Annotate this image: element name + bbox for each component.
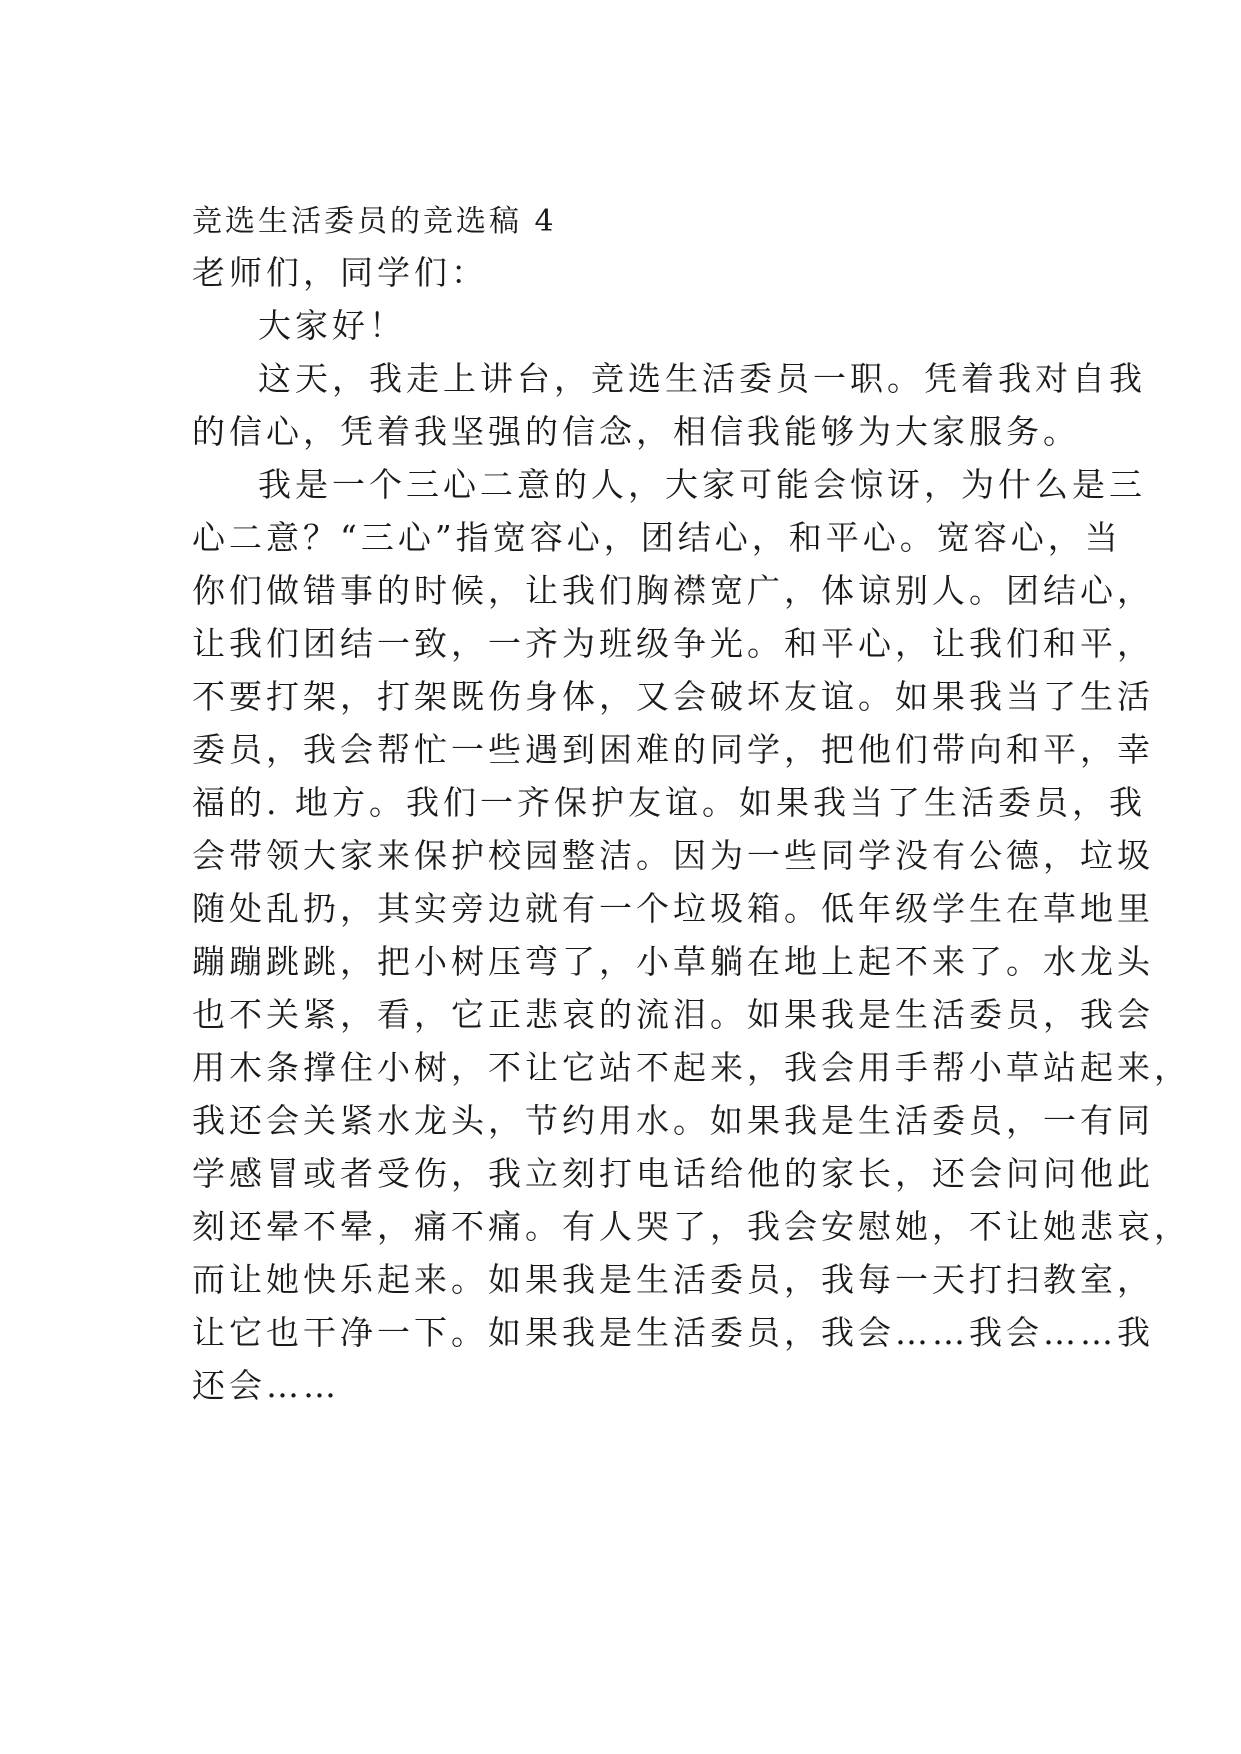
greeting: 大家好！ (258, 306, 406, 345)
salutation: 老师们，同学们： (192, 253, 488, 292)
paragraph2-line: 让我们团结一致，一齐为班级争光。和平心，让我们和平， (192, 624, 1154, 663)
paragraph2-line: 随处乱扔，其实旁边就有一个垃圾箱。低年级学生在草地里 (192, 889, 1154, 928)
paragraph2-line: 福的. 地方。我们一齐保护友谊。如果我当了生活委员，我 (192, 783, 1146, 822)
paragraph2-line: 刻还晕不晕，痛不痛。有人哭了，我会安慰她，不让她悲哀， (192, 1207, 1191, 1246)
paragraph2-line: 也不关紧，看，它正悲哀的流泪。如果我是生活委员，我会 (192, 995, 1154, 1034)
document-title: 竞选生活委员的竞选稿 4 (192, 204, 557, 239)
paragraph2-line: 会带领大家来保护校园整洁。因为一些同学没有公德，垃圾 (192, 836, 1154, 875)
paragraph2-line: 不要打架，打架既伤身体，又会破坏友谊。如果我当了生活 (192, 677, 1154, 716)
paragraph2-line: 心二意？“三心”指宽容心，团结心，和平心。宽容心，当 (192, 518, 1122, 557)
paragraph2-line: 我还会关紧水龙头，节约用水。如果我是生活委员，一有同 (192, 1101, 1154, 1140)
paragraph1-line: 的信心，凭着我坚强的信念，相信我能够为大家服务。 (192, 412, 1080, 451)
paragraph2-line: 而让她快乐起来。如果我是生活委员，我每一天打扫教室， (192, 1260, 1154, 1299)
paragraph2-line: 还会…… (192, 1366, 340, 1405)
paragraph2-line: 我是一个三心二意的人，大家可能会惊讶，为什么是三 (258, 465, 1146, 504)
paragraph2-line: 用木条撑住小树，不让它站不起来，我会用手帮小草站起来， (192, 1048, 1191, 1087)
paragraph1-line: 这天，我走上讲台，竞选生活委员一职。凭着我对自我 (258, 359, 1146, 398)
paragraph2-line: 蹦蹦跳跳，把小树压弯了，小草躺在地上起不来了。水龙头 (192, 942, 1154, 981)
paragraph2-line: 让它也干净一下。如果我是生活委员，我会……我会……我 (192, 1313, 1154, 1352)
paragraph2-line: 你们做错事的时候，让我们胸襟宽广，体谅别人。团结心， (192, 571, 1154, 610)
paragraph2-line: 学感冒或者受伤，我立刻打电话给他的家长，还会问问他此 (192, 1154, 1154, 1193)
paragraph2-line: 委员，我会帮忙一些遇到困难的同学，把他们带向和平，幸 (192, 730, 1154, 769)
